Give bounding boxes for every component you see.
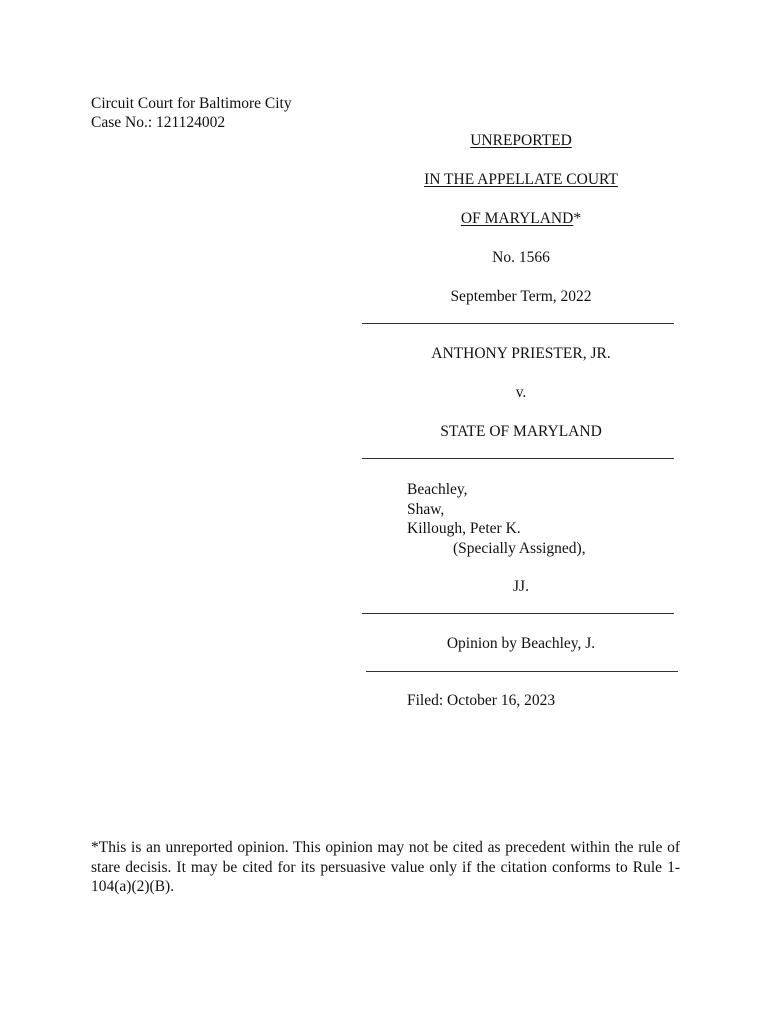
- appellate-court-text-2: OF MARYLAND: [460, 210, 574, 227]
- docket-number: No. 1566: [492, 249, 550, 266]
- appellant-name: ANTHONY PRIESTER, JR.: [431, 345, 611, 362]
- divider-4: [366, 671, 678, 672]
- opinion-author: Opinion by Beachley, J.: [446, 635, 596, 652]
- circuit-court-name: Circuit Court for Baltimore City: [91, 95, 292, 112]
- divider-2: [362, 458, 674, 459]
- appellate-court-line-1: [362, 171, 680, 189]
- versus: v.: [515, 384, 527, 401]
- judge-name: Beachley,: [407, 481, 468, 498]
- judge-name: Killough, Peter K.: [407, 520, 521, 537]
- unreported-label: [362, 132, 680, 150]
- court-header: [91, 94, 292, 132]
- appellate-court-line-2: [362, 210, 680, 228]
- judge-panel: [407, 480, 586, 558]
- filed-date: Filed: October 16, 2023: [407, 692, 556, 709]
- judge-name: Shaw,: [407, 500, 445, 518]
- unreported-text: UNREPORTED: [470, 132, 572, 149]
- assignment-note: (Specially Assigned),: [453, 539, 586, 557]
- appellee-name: STATE OF MARYLAND: [440, 423, 602, 440]
- footnote-asterisk: *: [573, 210, 582, 227]
- appellate-court-text-1: IN THE APPELLATE COURT: [424, 171, 618, 188]
- judges-suffix: JJ.: [513, 578, 529, 595]
- unreported-opinion-footnote: *This is an unreported opinion. This opinion may not be cited as precedent within the rule of stare decisis. It may be cited for its persuasive value only if the citation conforms to Rule 1-104(a)(2)(B).: [91, 839, 680, 895]
- case-number: Case No.: 121124002: [91, 114, 226, 131]
- term: September Term, 2022: [450, 288, 592, 305]
- divider-1: [362, 323, 674, 324]
- divider-3: [362, 613, 674, 614]
